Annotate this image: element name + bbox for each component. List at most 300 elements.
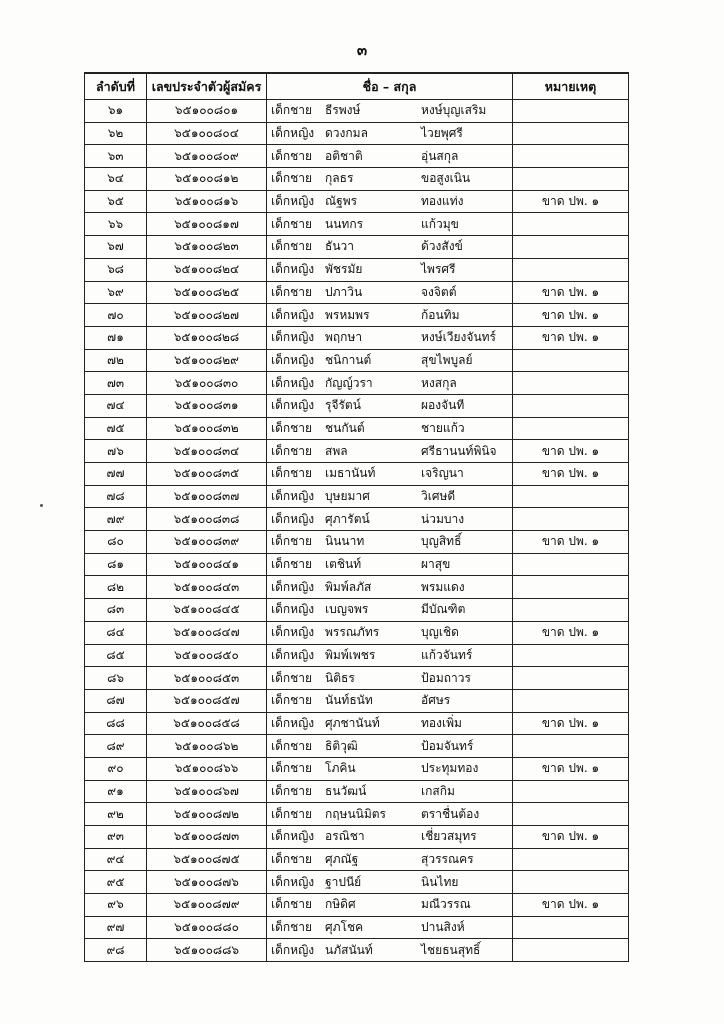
row-remark bbox=[513, 780, 629, 803]
table-row bbox=[85, 621, 629, 644]
first-name: ศุภชานันท์ bbox=[325, 715, 380, 730]
name-prefix: เด็กหญิง bbox=[271, 625, 315, 640]
row-order: ๗๖ bbox=[85, 440, 147, 463]
name-prefix: เด็กชาย bbox=[271, 897, 313, 912]
table-body bbox=[85, 100, 629, 962]
row-full-name bbox=[267, 394, 513, 417]
row-remark bbox=[513, 122, 629, 145]
name-prefix: เด็กชาย bbox=[271, 670, 313, 685]
row-full-name bbox=[267, 644, 513, 667]
last-name: ป้อมถาวร bbox=[421, 670, 471, 685]
last-name: ขอสูงเนิน bbox=[421, 171, 471, 186]
row-full-name bbox=[267, 304, 513, 327]
last-name: ผองจันที bbox=[421, 398, 465, 413]
row-order: ๘๕ bbox=[85, 644, 147, 667]
row-remark bbox=[513, 168, 629, 191]
row-order: ๙๗ bbox=[85, 916, 147, 939]
name-prefix: เด็กหญิง bbox=[271, 352, 315, 367]
name-prefix: เด็กชาย bbox=[271, 216, 313, 231]
row-order: ๖๖ bbox=[85, 213, 147, 236]
table-row bbox=[85, 644, 629, 667]
first-name: พฤกษา bbox=[325, 330, 363, 345]
row-applicant-id: ๖๕๑๐๐๘๑๗ bbox=[147, 213, 267, 236]
row-order: ๖๑ bbox=[85, 100, 147, 123]
table-row bbox=[85, 463, 629, 486]
table-row bbox=[85, 599, 629, 622]
row-full-name bbox=[267, 803, 513, 826]
first-name: รุจีรัตน์ bbox=[325, 398, 361, 413]
row-full-name bbox=[267, 735, 513, 758]
row-applicant-id: ๖๕๑๐๐๘๖๒ bbox=[147, 735, 267, 758]
row-full-name bbox=[267, 190, 513, 213]
row-applicant-id: ๖๕๑๐๐๘๐๔ bbox=[147, 122, 267, 145]
first-name: นิติธร bbox=[325, 670, 355, 685]
name-prefix: เด็กชาย bbox=[271, 171, 313, 186]
row-remark: ขาด ปพ. ๑ bbox=[513, 463, 629, 486]
header-remark: หมายเหตุ bbox=[513, 73, 629, 100]
row-full-name bbox=[267, 258, 513, 281]
row-order: ๗๒ bbox=[85, 349, 147, 372]
name-prefix: เด็กหญิง bbox=[271, 330, 315, 345]
row-applicant-id: ๖๕๑๐๐๘๔๑ bbox=[147, 553, 267, 576]
last-name: เจริญนา bbox=[421, 466, 464, 481]
row-remark bbox=[513, 100, 629, 123]
row-order: ๗๓ bbox=[85, 372, 147, 395]
header-applicant-id: เลขประจำตัวผู้สมัคร bbox=[147, 73, 267, 100]
row-full-name bbox=[267, 213, 513, 236]
row-applicant-id: ๖๕๑๐๐๘๒๔ bbox=[147, 258, 267, 281]
last-name: ศรีธานนท์พินิจ bbox=[421, 443, 497, 458]
table-row bbox=[85, 258, 629, 281]
row-applicant-id: ๖๕๑๐๐๘๕๐ bbox=[147, 644, 267, 667]
row-full-name bbox=[267, 667, 513, 690]
row-order: ๖๘ bbox=[85, 258, 147, 281]
last-name: ชายแก้ว bbox=[421, 420, 465, 435]
first-name: ชนกันต์ bbox=[325, 420, 365, 435]
last-name: แก้วมุข bbox=[421, 216, 459, 231]
row-remark bbox=[513, 236, 629, 259]
first-name: นันท์ธนัท bbox=[325, 693, 373, 708]
row-applicant-id: ๖๕๑๐๐๘๓๒ bbox=[147, 417, 267, 440]
last-name: ด้วงสังข์ bbox=[421, 239, 463, 254]
last-name: ป้อมจันทร์ bbox=[421, 738, 474, 753]
row-applicant-id: ๖๕๑๐๐๘๘๐ bbox=[147, 916, 267, 939]
first-name: โภคิน bbox=[325, 761, 356, 776]
row-full-name bbox=[267, 712, 513, 735]
table-row bbox=[85, 803, 629, 826]
name-prefix: เด็กชาย bbox=[271, 783, 313, 798]
row-full-name bbox=[267, 508, 513, 531]
first-name: นนทกร bbox=[325, 216, 364, 231]
table-row bbox=[85, 236, 629, 259]
last-name: น่วมบาง bbox=[421, 511, 465, 526]
first-name: พัชรมัย bbox=[325, 262, 363, 277]
row-order: ๖๗ bbox=[85, 236, 147, 259]
row-full-name bbox=[267, 326, 513, 349]
row-remark bbox=[513, 848, 629, 871]
last-name: ไพรศรี bbox=[421, 262, 456, 277]
name-prefix: เด็กหญิง bbox=[271, 398, 315, 413]
table-row bbox=[85, 190, 629, 213]
row-order: ๗๗ bbox=[85, 463, 147, 486]
row-remark: ขาด ปพ. ๑ bbox=[513, 757, 629, 780]
row-applicant-id: ๖๕๑๐๐๘๔๗ bbox=[147, 621, 267, 644]
row-order: ๘๔ bbox=[85, 621, 147, 644]
name-prefix: เด็กชาย bbox=[271, 443, 313, 458]
first-name: นภัสนันท์ bbox=[325, 942, 373, 957]
row-full-name bbox=[267, 848, 513, 871]
name-prefix: เด็กชาย bbox=[271, 738, 313, 753]
row-applicant-id: ๖๕๑๐๐๘๒๙ bbox=[147, 349, 267, 372]
row-full-name bbox=[267, 440, 513, 463]
first-name: ณัฐพร bbox=[325, 194, 358, 209]
row-applicant-id: ๖๕๑๐๐๘๕๘ bbox=[147, 712, 267, 735]
row-applicant-id: ๖๕๑๐๐๘๔๓ bbox=[147, 576, 267, 599]
table-row bbox=[85, 122, 629, 145]
name-prefix: เด็กหญิง bbox=[271, 874, 315, 889]
name-prefix: เด็กชาย bbox=[271, 239, 313, 254]
row-applicant-id: ๖๕๑๐๐๘๒๓ bbox=[147, 236, 267, 259]
first-name: พรหมพร bbox=[325, 307, 370, 322]
row-full-name bbox=[267, 894, 513, 917]
last-name: มีบัณฑิต bbox=[421, 602, 466, 617]
row-remark bbox=[513, 689, 629, 712]
last-name: ก้อนทิม bbox=[421, 307, 460, 322]
table-row bbox=[85, 553, 629, 576]
row-full-name bbox=[267, 871, 513, 894]
row-remark bbox=[513, 213, 629, 236]
table-row bbox=[85, 735, 629, 758]
last-name: จงจิตต์ bbox=[421, 284, 457, 299]
last-name: ประทุมทอง bbox=[421, 761, 479, 776]
applicant-table bbox=[84, 72, 629, 962]
row-applicant-id: ๖๕๑๐๐๘๑๖ bbox=[147, 190, 267, 213]
row-applicant-id: ๖๕๑๐๐๘๓๗ bbox=[147, 485, 267, 508]
first-name: ศุภโชค bbox=[325, 920, 364, 935]
row-order: ๙๘ bbox=[85, 939, 147, 962]
row-full-name bbox=[267, 485, 513, 508]
table-row bbox=[85, 394, 629, 417]
page-number: ๓ bbox=[356, 41, 368, 59]
name-prefix: เด็กหญิง bbox=[271, 647, 315, 662]
first-name: ศุภารัตน์ bbox=[325, 511, 370, 526]
name-prefix: เด็กชาย bbox=[271, 693, 313, 708]
row-full-name bbox=[267, 349, 513, 372]
row-full-name bbox=[267, 757, 513, 780]
table-header-row bbox=[85, 73, 629, 100]
row-applicant-id: ๖๕๑๐๐๘๓๑ bbox=[147, 394, 267, 417]
row-applicant-id: ๖๕๑๐๐๘๒๗ bbox=[147, 304, 267, 327]
row-order: ๖๔ bbox=[85, 168, 147, 191]
row-full-name bbox=[267, 122, 513, 145]
row-applicant-id: ๖๕๑๐๐๘๓๙ bbox=[147, 531, 267, 554]
table-row bbox=[85, 508, 629, 531]
table-row bbox=[85, 667, 629, 690]
table-row bbox=[85, 168, 629, 191]
row-applicant-id: ๖๕๑๐๐๘๓๘ bbox=[147, 508, 267, 531]
row-applicant-id: ๖๕๑๐๐๘๗๖ bbox=[147, 871, 267, 894]
row-order: ๘๗ bbox=[85, 689, 147, 712]
table-row bbox=[85, 531, 629, 554]
row-order: ๗๘ bbox=[85, 485, 147, 508]
row-remark: ขาด ปพ. ๑ bbox=[513, 826, 629, 849]
first-name: ชนิกานต์ bbox=[325, 352, 372, 367]
row-remark bbox=[513, 803, 629, 826]
last-name: หงษ์บุญเสริม bbox=[421, 103, 487, 118]
row-applicant-id: ๖๕๑๐๐๘๗๕ bbox=[147, 848, 267, 871]
row-remark: ขาด ปพ. ๑ bbox=[513, 712, 629, 735]
table-row bbox=[85, 304, 629, 327]
row-full-name bbox=[267, 576, 513, 599]
last-name: ผาสุข bbox=[421, 557, 451, 572]
first-name: อรณิชา bbox=[325, 829, 365, 844]
table-row bbox=[85, 213, 629, 236]
row-full-name bbox=[267, 463, 513, 486]
table-row bbox=[85, 848, 629, 871]
row-order: ๖๙ bbox=[85, 281, 147, 304]
row-full-name bbox=[267, 939, 513, 962]
row-remark bbox=[513, 939, 629, 962]
first-name: ธนวัฒน์ bbox=[325, 783, 367, 798]
row-full-name bbox=[267, 599, 513, 622]
first-name: เตชินท์ bbox=[325, 557, 362, 572]
row-order: ๘๓ bbox=[85, 599, 147, 622]
first-name: ธันวา bbox=[325, 239, 355, 254]
row-order: ๖๓ bbox=[85, 145, 147, 168]
row-remark: ขาด ปพ. ๑ bbox=[513, 621, 629, 644]
last-name: เกสกิม bbox=[421, 783, 455, 798]
name-prefix: เด็กชาย bbox=[271, 103, 313, 118]
name-prefix: เด็กชาย bbox=[271, 148, 313, 163]
row-remark: ขาด ปพ. ๑ bbox=[513, 326, 629, 349]
first-name: กุลธร bbox=[325, 171, 354, 186]
name-prefix: เด็กหญิง bbox=[271, 375, 315, 390]
row-full-name bbox=[267, 621, 513, 644]
row-full-name bbox=[267, 100, 513, 123]
row-order: ๙๖ bbox=[85, 894, 147, 917]
row-full-name bbox=[267, 531, 513, 554]
name-prefix: เด็กชาย bbox=[271, 420, 313, 435]
row-applicant-id: ๖๕๑๐๐๘๒๘ bbox=[147, 326, 267, 349]
last-name: บุญสิทธิ์ bbox=[421, 534, 462, 549]
table-row bbox=[85, 916, 629, 939]
row-order: ๘๘ bbox=[85, 712, 147, 735]
last-name: ไวยพุศรี bbox=[421, 126, 463, 141]
row-remark: ขาด ปพ. ๑ bbox=[513, 190, 629, 213]
last-name: วิเศษดี bbox=[421, 489, 456, 504]
last-name: สุขไพบูลย์ bbox=[421, 352, 473, 367]
row-order: ๗๐ bbox=[85, 304, 147, 327]
row-applicant-id: ๖๕๑๐๐๘๘๖ bbox=[147, 939, 267, 962]
first-name: พิมพ์เพชร bbox=[325, 647, 376, 662]
header-order: ลำดับที่ bbox=[85, 73, 147, 100]
scan-speck bbox=[40, 504, 43, 507]
last-name: พรมแดง bbox=[421, 579, 465, 594]
row-applicant-id: ๖๕๑๐๐๘๐๑ bbox=[147, 100, 267, 123]
name-prefix: เด็กหญิง bbox=[271, 307, 315, 322]
last-name: หงสกุล bbox=[421, 375, 457, 390]
last-name: ทองแท่ง bbox=[421, 194, 464, 209]
table-row bbox=[85, 440, 629, 463]
table-row bbox=[85, 145, 629, 168]
last-name: อุ่นสกุล bbox=[421, 148, 459, 163]
row-order: ๗๑ bbox=[85, 326, 147, 349]
row-remark bbox=[513, 916, 629, 939]
table-row bbox=[85, 757, 629, 780]
name-prefix: เด็กชาย bbox=[271, 284, 313, 299]
name-prefix: เด็กหญิง bbox=[271, 262, 315, 277]
first-name: กัญญ์วรา bbox=[325, 375, 373, 390]
row-remark bbox=[513, 667, 629, 690]
row-applicant-id: ๖๕๑๐๐๘๐๙ bbox=[147, 145, 267, 168]
row-full-name bbox=[267, 168, 513, 191]
first-name: ธิติวุฒิ bbox=[325, 738, 358, 753]
row-applicant-id: ๖๕๑๐๐๘๗๙ bbox=[147, 894, 267, 917]
first-name: ปภาวิน bbox=[325, 284, 363, 299]
row-order: ๗๔ bbox=[85, 394, 147, 417]
last-name: ไชยธนสุทธิ์ bbox=[421, 942, 481, 957]
first-name: ธีรพงษ์ bbox=[325, 103, 361, 118]
name-prefix: เด็กหญิง bbox=[271, 942, 315, 957]
row-full-name bbox=[267, 145, 513, 168]
row-remark bbox=[513, 394, 629, 417]
table-row bbox=[85, 100, 629, 123]
table-row bbox=[85, 326, 629, 349]
row-applicant-id: ๖๕๑๐๐๘๖๖ bbox=[147, 757, 267, 780]
row-remark bbox=[513, 508, 629, 531]
row-order: ๘๑ bbox=[85, 553, 147, 576]
first-name: พิมพ์ลภัส bbox=[325, 579, 372, 594]
name-prefix: เด็กชาย bbox=[271, 761, 313, 776]
table-row bbox=[85, 871, 629, 894]
first-name: เบญจพร bbox=[325, 602, 369, 617]
row-applicant-id: ๖๕๑๐๐๘๕๗ bbox=[147, 689, 267, 712]
name-prefix: เด็กชาย bbox=[271, 557, 313, 572]
name-prefix: เด็กชาย bbox=[271, 466, 313, 481]
table-row bbox=[85, 349, 629, 372]
row-order: ๙๑ bbox=[85, 780, 147, 803]
first-name: บุษยมาศ bbox=[325, 489, 370, 504]
row-remark: ขาด ปพ. ๑ bbox=[513, 440, 629, 463]
last-name: อัศษร bbox=[421, 693, 451, 708]
row-applicant-id: ๖๕๑๐๐๘๕๓ bbox=[147, 667, 267, 690]
first-name: กษิดิศ bbox=[325, 897, 356, 912]
first-name: เมธานันท์ bbox=[325, 466, 376, 481]
row-remark bbox=[513, 576, 629, 599]
name-prefix: เด็กหญิง bbox=[271, 829, 315, 844]
last-name: ทองเพิ่ม bbox=[421, 715, 462, 730]
name-prefix: เด็กชาย bbox=[271, 806, 313, 821]
row-remark bbox=[513, 599, 629, 622]
table-row bbox=[85, 780, 629, 803]
last-name: ตราชื่นต้อง bbox=[421, 806, 480, 821]
row-remark bbox=[513, 735, 629, 758]
row-applicant-id: ๖๕๑๐๐๘๔๕ bbox=[147, 599, 267, 622]
row-order: ๘๖ bbox=[85, 667, 147, 690]
name-prefix: เด็กหญิง bbox=[271, 579, 315, 594]
name-prefix: เด็กชาย bbox=[271, 920, 313, 935]
name-prefix: เด็กหญิง bbox=[271, 126, 315, 141]
row-order: ๘๐ bbox=[85, 531, 147, 554]
row-applicant-id: ๖๕๑๐๐๘๑๒ bbox=[147, 168, 267, 191]
row-remark bbox=[513, 145, 629, 168]
first-name: พรรณภัทร bbox=[325, 625, 380, 640]
table-row bbox=[85, 939, 629, 962]
row-full-name bbox=[267, 916, 513, 939]
last-name: แก้วจันทร์ bbox=[421, 647, 473, 662]
row-applicant-id: ๖๕๑๐๐๘๒๕ bbox=[147, 281, 267, 304]
name-prefix: เด็กหญิง bbox=[271, 194, 315, 209]
row-order: ๖๒ bbox=[85, 122, 147, 145]
first-name: ศุภณัฐ bbox=[325, 852, 359, 867]
first-name: ฐาปนีย์ bbox=[325, 874, 362, 889]
table-row bbox=[85, 417, 629, 440]
last-name: ปานสิงห์ bbox=[421, 920, 465, 935]
name-prefix: เด็กหญิง bbox=[271, 715, 315, 730]
table-row bbox=[85, 689, 629, 712]
row-remark: ขาด ปพ. ๑ bbox=[513, 281, 629, 304]
row-full-name bbox=[267, 826, 513, 849]
row-order: ๙๒ bbox=[85, 803, 147, 826]
row-order: ๙๔ bbox=[85, 848, 147, 871]
row-applicant-id: ๖๕๑๐๐๘๗๒ bbox=[147, 803, 267, 826]
row-remark bbox=[513, 349, 629, 372]
last-name: นินไทย bbox=[421, 874, 459, 889]
name-prefix: เด็กชาย bbox=[271, 534, 313, 549]
table-row bbox=[85, 576, 629, 599]
table-row bbox=[85, 372, 629, 395]
last-name: บุญเชิด bbox=[421, 625, 459, 640]
row-applicant-id: ๖๕๑๐๐๘๓๐ bbox=[147, 372, 267, 395]
last-name: หงษ์เวียงจันทร์ bbox=[421, 330, 496, 345]
row-remark bbox=[513, 871, 629, 894]
table-row bbox=[85, 712, 629, 735]
header-name: ชื่อ – สกุล bbox=[267, 73, 513, 100]
row-order: ๗๕ bbox=[85, 417, 147, 440]
first-name: ดวงกมล bbox=[325, 126, 368, 141]
row-full-name bbox=[267, 553, 513, 576]
row-order: ๘๒ bbox=[85, 576, 147, 599]
row-order: ๖๕ bbox=[85, 190, 147, 213]
first-name: สพล bbox=[325, 443, 348, 458]
row-applicant-id: ๖๕๑๐๐๘๓๕ bbox=[147, 463, 267, 486]
row-order: ๙๐ bbox=[85, 757, 147, 780]
name-prefix: เด็กหญิง bbox=[271, 489, 315, 504]
row-remark bbox=[513, 553, 629, 576]
table-row bbox=[85, 281, 629, 304]
row-full-name bbox=[267, 281, 513, 304]
first-name: อติชาติ bbox=[325, 148, 363, 163]
table-row bbox=[85, 485, 629, 508]
row-applicant-id: ๖๕๑๐๐๘๓๔ bbox=[147, 440, 267, 463]
name-prefix: เด็กหญิง bbox=[271, 602, 315, 617]
row-full-name bbox=[267, 236, 513, 259]
row-remark bbox=[513, 644, 629, 667]
row-order: ๗๙ bbox=[85, 508, 147, 531]
first-name: กฤษนนิมิตร bbox=[325, 806, 386, 821]
last-name: เชี่ยวสมุทร bbox=[421, 829, 477, 844]
row-remark: ขาด ปพ. ๑ bbox=[513, 304, 629, 327]
row-full-name bbox=[267, 689, 513, 712]
table-row bbox=[85, 826, 629, 849]
row-full-name bbox=[267, 780, 513, 803]
name-prefix: เด็กชาย bbox=[271, 852, 313, 867]
row-full-name bbox=[267, 372, 513, 395]
row-order: ๙๓ bbox=[85, 826, 147, 849]
last-name: สุวรรณคร bbox=[421, 852, 474, 867]
last-name: มณีวรรณ bbox=[421, 897, 471, 912]
first-name: นินนาท bbox=[325, 534, 365, 549]
